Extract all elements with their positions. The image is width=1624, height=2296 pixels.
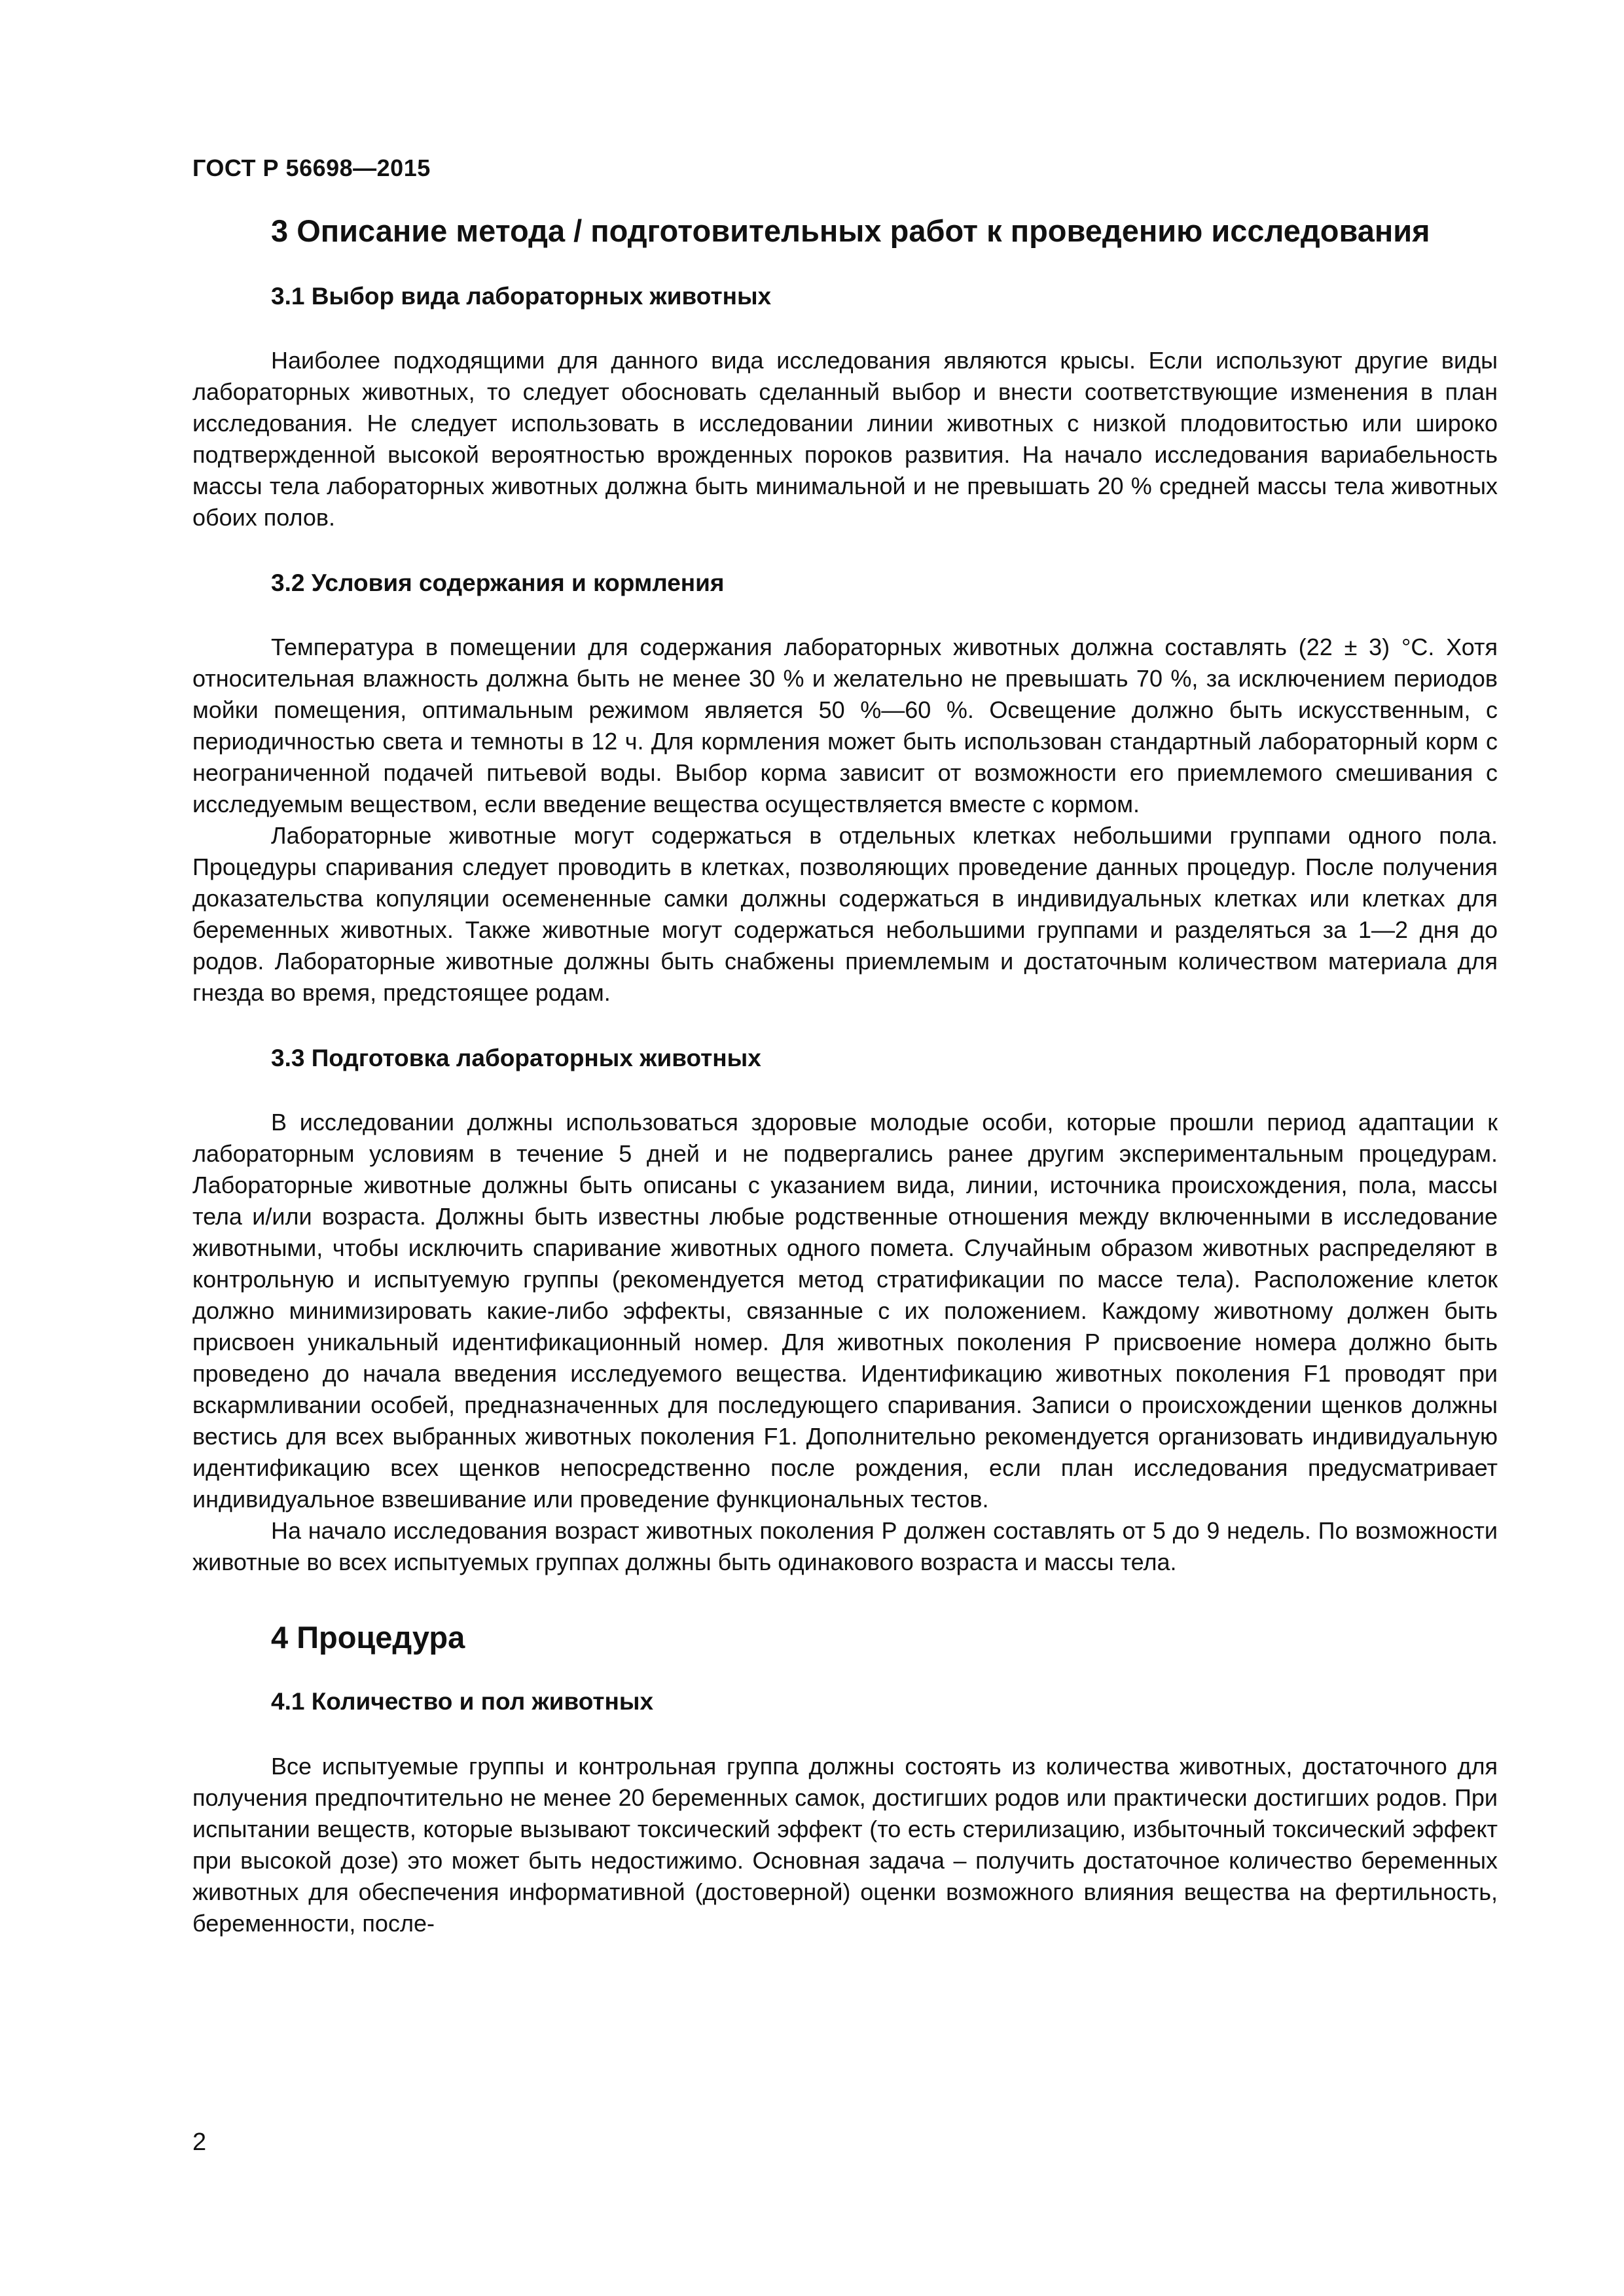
paragraph-3-2-1: Температура в помещении для содержания лабораторных животных должна составлять (22 ± 3) °С. Хотя относительная влажность должна быть не менее 30 % и желательно не превышать 70 %, за исключением периодов мойки помещения, оптимальным режимом является 50 %—60 %. Освещение должно быть искусственным, с периодичностью света и темноты в 12 ч. Для кормления может быть использован стандартный лабораторный корм с неограниченной подачей питьевой воды. Выбор корма зависит от возможности его приемлемого смешивания с исследуемым веществом, если введение вещества осуществляется вместе с кормом. (192, 634, 1498, 818)
page-number: 2 (192, 2128, 207, 2156)
subsection-3-1-title: 3.1 Выбор вида лабораторных животных (271, 283, 772, 310)
paragraph-3-3-1: В исследовании должны использоваться здоровые молодые особи, которые прошли период адаптации к лабораторным условиям в течение 5 дней и не подвергались ранее другим экспериментальным процедурам. Лабораторные животные должны быть описаны с указанием вида, линии, источника происхождения, пола, массы тела и/или возраста. Должны быть известны любые родственные отношения между включенными в исследование животными, чтобы исключить спаривание животных одного помета. Случайным образом животных распределяют в контрольную и испытуемую группы (рекомендуется метод стратификации по массе тела). Расположение клеток должно минимизировать какие-либо эффекты, связанные с их положением. Каждому животному должен быть присвоен уникальный идентификационный номер. Для животных поколения Р присвоение номера должно быть проведено до начала введения исследуемого вещества. Идентификацию животных поколения F1 проводят при вскармливании особей, предназначенных для последующего спаривания. Записи о происхождении щенков должны вестись для всех выбранных животных поколения F1. Дополнительно рекомендуется организовать индивидуальную идентификацию всех щенков непосредственно после рождения, если план исследования предусматривает индивидуальное взвешивание или проведение функциональных тестов. (192, 1109, 1498, 1513)
subsection-3-2-title: 3.2 Условия содержания и кормления (271, 569, 725, 597)
paragraph-3-2-2: Лабораторные животные могут содержаться в отдельных клетках небольшими группами одного пола. Процедуры спаривания следует проводить в клетках, позволяющих проведение данных процедур. После получения доказательства копуляции осемененные самки должны содержаться в индивидуальных клетках или клетках для беременных животных. Также животные могут содержаться небольшими группами и разделяться за 1—2 дня до родов. Лабораторные животные должны быть снабжены приемлемым и достаточным количеством материала для гнезда во время, предстоящее родам. (192, 822, 1498, 1007)
paragraph-3-3-2: На начало исследования возраст животных поколения Р должен составлять от 5 до 9 недель. По возможности животные во всех испытуемых группах должны быть одинакового возраста и массы тела. (192, 1517, 1498, 1576)
section-3-title: 3 Описание метода / подготовительных работ к проведению исследования (271, 213, 1430, 248)
section-4-title: 4 Процедура (271, 1620, 465, 1655)
subsection-4-1-title: 4.1 Количество и пол животных (271, 1688, 654, 1715)
subsection-3-3-title: 3.3 Подготовка лабораторных животных (271, 1045, 761, 1072)
paragraph-3-1-1: Наиболее подходящими для данного вида исследования являются крысы. Если используют другие виды лабораторных животных, то следует обосновать сделанный выбор и внести соответствующие изменения в план исследования. Не следует использовать в исследовании линии животных с низкой плодовитостью или широко подтвержденной высокой вероятностью врожденных пороков развития. На начало исследования вариабельность массы тела лабораторных животных должна быть минимальной и не превышать 20 % средней массы тела животных обоих полов. (192, 347, 1498, 531)
document-code-header: ГОСТ Р 56698—2015 (192, 154, 431, 181)
paragraph-4-1-1: Все испытуемые группы и контрольная группа должны состоять из количества животных, достаточного для получения предпочтительно не менее 20 беременных самок, достигших родов или практически достигших родов. При испытании веществ, которые вызывают токсический эффект (то есть стерилизацию, избыточный токсический эффект при высокой дозе) это может быть недостижимо. Основная задача – получить достаточное количество беременных животных для обеспечения информативной (достоверной) оценки возможного влияния вещества на фертильность, беременности, после- (192, 1752, 1498, 1937)
document-body (192, 211, 1498, 1939)
